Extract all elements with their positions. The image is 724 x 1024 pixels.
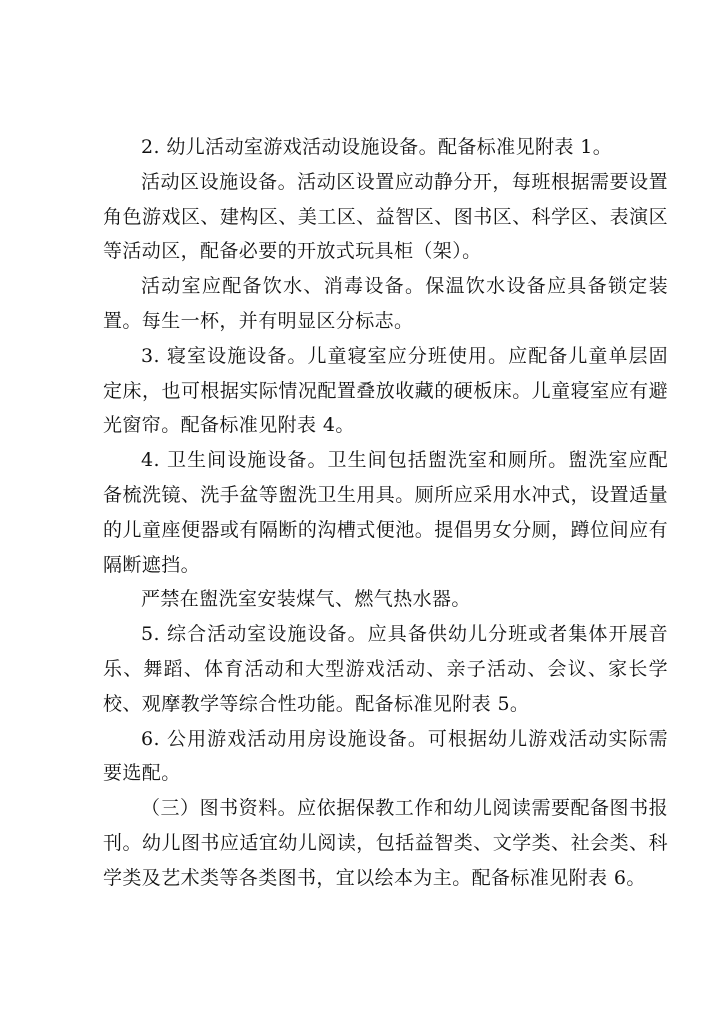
paragraph-drinking-water: 活动室应配备饮水、消毒设备。保温饮水设备应具备锁定装置。每生一杯，并有明显区分标志。 <box>103 275 668 332</box>
paragraph-activity-zones: 活动区设施设备。活动区设置应动静分开，每班根据需要设置角色游戏区、建构区、美工区、益智区、图书区、科学区、表演区等活动区，配备必要的开放式玩具柜（架）。 <box>103 170 668 263</box>
paragraph-restroom-equipment: 4. 卫生间设施设备。卫生间包括盥洗室和厕所。盥洗室应配备梳洗镜、洗手盆等盥洗卫生用具。厕所应采用水冲式，设置适量的儿童座便器或有隔断的沟槽式便池。提倡男女分厕，蹲位间应有隔断遮挡。 <box>103 449 668 576</box>
paragraph-dormitory-equipment: 3. 寝室设施设备。儿童寝室应分班使用。应配备儿童单层固定床，也可根据实际情况配置叠放收藏的硬板床。儿童寝室应有避光窗帘。配备标准见附表 4。 <box>103 344 668 437</box>
paragraph-activity-room-equipment: 2. 幼儿活动室游戏活动设施设备。配备标准见附表 1。 <box>141 136 613 158</box>
paragraph-multipurpose-room: 5. 综合活动室设施设备。应具备供幼儿分班或者集体开展音乐、舞蹈、体育活动和大型游戏活动、亲子活动、会议、家长学校、观摩教学等综合性功能。配备标准见附表 5。 <box>103 623 668 715</box>
paragraph-water-heater-ban: 严禁在盥洗室安装煤气、燃气热水器。 <box>141 588 471 611</box>
paragraph-books-materials: （三）图书资料。应依据保教工作和幼儿阅读需要配备图书报刊。幼儿图书应适宜幼儿阅读，包括益智类、文学类、社会类、科学类及艺术类等各类图书，宜以绘本为主。配备标准见附表 6。 <box>103 797 668 889</box>
paragraph-shared-play-rooms: 6. 公用游戏活动用房设施设备。可根据幼儿游戏活动实际需要选配。 <box>103 727 668 785</box>
